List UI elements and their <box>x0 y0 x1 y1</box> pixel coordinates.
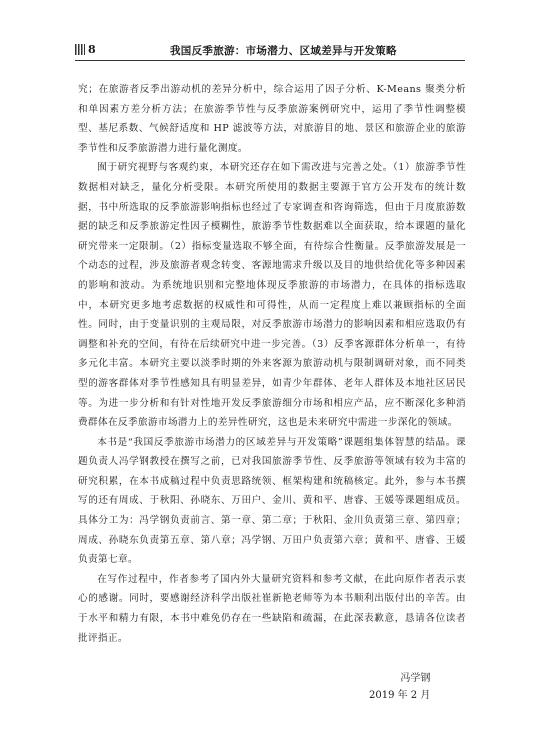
paragraph-continued: 究；在旅游者反季出游动机的差异分析中，综合运用了因子分析、K-Means 聚类分析和单因素方差分析方法；在旅游季节性与反季旅游案例研究中，运用了季节性调整模型、基尼系数、气候舒适度和 HP 滤波等方法，对旅游目的地、景区和旅游企业的旅游季节性和反季旅游潜力进行量化测度。 <box>78 84 466 154</box>
signature-block <box>369 670 431 704</box>
paragraph-limitations: 囿于研究视野与客观约束，本研究还存在如下需改进与完善之处。（1）旅游季节性数据相对缺乏，量化分析受限。本研究所使用的数据主要源于官方公开发布的统计数据，书中所选取的反季旅游影响指标也经过了专家调查和咨询筛选，但由于月度旅游数据的缺乏和反季旅游定性因子模糊性，旅游季节性数据难以全面获取，给本课题的量化研究带来一定限制。（2）指标变量选取不够全面，有待综合性衡量。反季旅游发展是一个动态的过程，涉及旅游者观念转变、客源地需求升级以及目的地供给优化等多种因素的影响和波动。为系统地识别和完整地体现反季旅游的市场潜力，在具体的指标选取中，本研究更多地考虑数据的权威性和可得性，从而一定程度上难以兼顾指标的全面性。同时，由于变量识别的主观局限，对反季旅游市场潜力的影响因素和相应选取仍有调整和补充的空间，有待在后续研究中进一步完善。（3）反季客源群体分析单一，有待多元化丰富。本研究主要以淡季时期的外来客源为旅游动机与限制调研对象，而不同类型的游客群体对季节性感知具有明显差异，如青少年群体、老年人群体及本地社区居民等。为进一步分析和有针对性地开发反季旅游细分市场和相应产品，应不断深化多种消费群体在反季旅游市场潜力上的差异性研究，这也是未来研究中需进一步深化的领域。 <box>78 162 466 429</box>
barcode-mark-icon <box>75 44 85 55</box>
running-header <box>75 42 465 61</box>
paragraph-authors: 本书是“我国反季旅游市场潜力的区域差异与开发策略”课题组集体智慧的结晶。课题负责人冯学钢教授在撰写之前，已对我国旅游季节性、反季旅游等领域有较为丰富的研究积累，在本书成稿过程中负责思路统领、框架构建和统稿核定。此外，参与本书撰写的还有周成、于秋阳、孙晓东、万田户、金川、黄和平、唐睿、王媛等课题组成员。具体分工为：冯学钢负责前言、第一章、第二章；于秋阳、金川负责第三章、第四章；周成、孙晓东负责第五章、第八章；冯学钢、万田户负责第六章；黄和平、唐睿、王媛负责第七章。 <box>78 436 466 566</box>
page-number-text: 8 <box>88 43 96 56</box>
body-text <box>78 80 466 648</box>
running-title: 我国反季旅游：市场潜力、区域差异与开发策略 <box>170 45 397 57</box>
author-name: 冯学钢 <box>400 673 431 684</box>
paragraph-acknowledgements: 在写作过程中，作者参考了国内外大量研究资料和参考文献，在此向原作者表示衷心的感谢。同时，要感谢经济科学出版社崔新艳老师等为本书顺利出版付出的辛苦。由于水平和精力有限，本书中难免仍存在一些缺陷和疏漏，在此深表歉意，恳请各位读者批评指正。 <box>78 573 466 644</box>
page-number <box>75 43 96 56</box>
signature-date: 2019 年 2 月 <box>369 690 431 701</box>
